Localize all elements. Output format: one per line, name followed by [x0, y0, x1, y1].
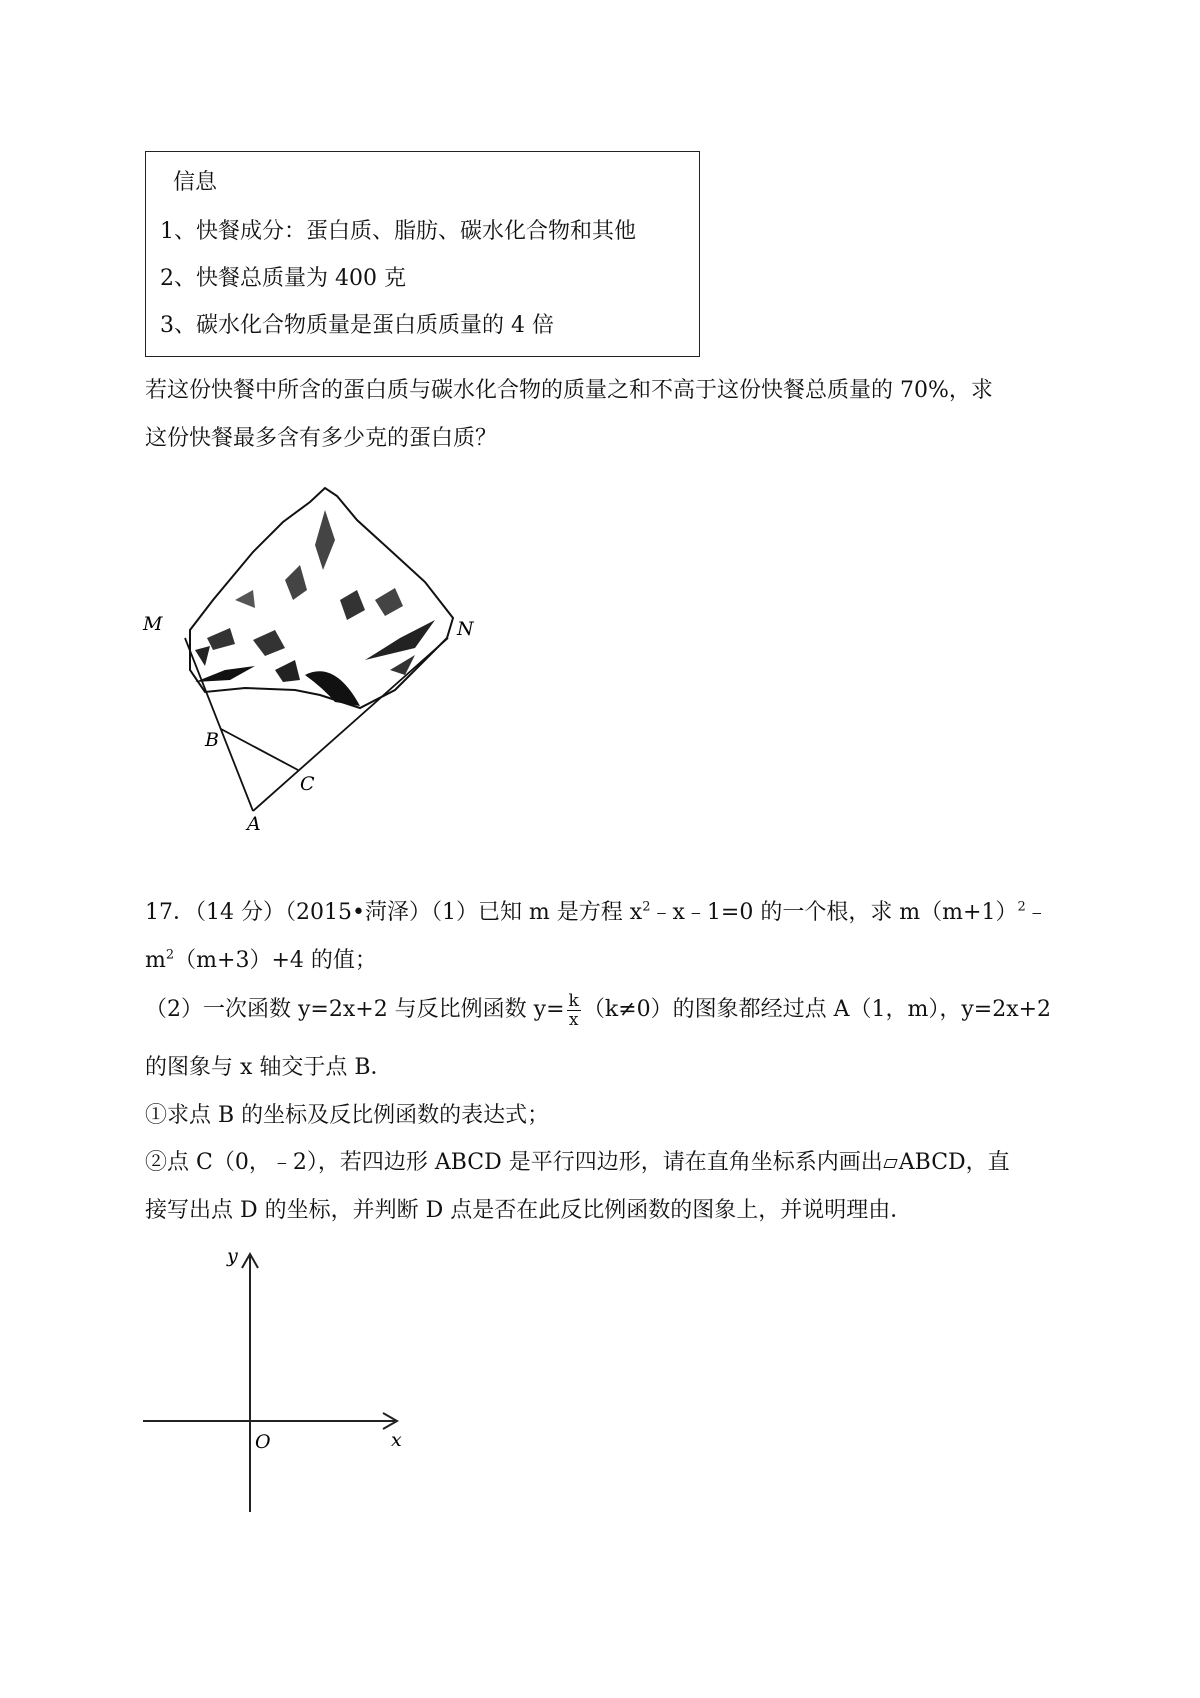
q17-line-4: 的图象与 x 轴交于点 B．: [145, 1055, 393, 1080]
y-axis-label: y: [227, 1245, 238, 1267]
coordinate-axes: [135, 1240, 425, 1520]
label-b: B: [205, 729, 219, 751]
parallelogram-symbol: [883, 1159, 897, 1168]
label-c: C: [300, 773, 315, 795]
info-title: 信息: [173, 170, 218, 195]
q17-line-7: 接写出点 D 的坐标，并判断 D 点是否在此反比例函数的图象上，并说明理由．: [145, 1198, 913, 1223]
q17-line-6: ②点 C（0，﹣2），若四边形 ABCD 是平行四边形，请在直角坐标系内画出 ABCD，直: [145, 1150, 1010, 1175]
info-item-3: 3、碳水化合物质量是蛋白质质量的 4 倍: [160, 313, 554, 338]
label-m: M: [143, 613, 163, 635]
q16-text-line-2: 这份快餐最多含有多少克的蛋白质？: [145, 426, 498, 451]
mountain-figure: [135, 470, 495, 830]
q17-line-3: （2）一次函数 y=2x+2 与反比例函数 y= $\frac{k}{x}$ （k≠0）的图象都经过点 A（1，m），y=2x+2: [145, 990, 1052, 1030]
mountain-illustration: [190, 488, 453, 708]
line-bc: [221, 729, 298, 770]
fraction-k-over-x: $\frac{k}{x}$: [568, 990, 579, 1030]
q17-line-2: $m^2(m+3)+4$ 的值；: [145, 947, 377, 973]
origin-label: O: [255, 1431, 271, 1453]
info-item-2: 2、快餐总质量为 400 克: [160, 266, 406, 291]
x-axis-label: x: [391, 1429, 402, 1451]
q17-line-5: ①求点 B 的坐标及反比例函数的表达式；: [145, 1103, 550, 1128]
q16-text-line-1: 若这份快餐中所含的蛋白质与碳水化合物的质量之和不高于这份快餐总质量的 70%，求: [145, 378, 993, 403]
info-item-1: 1、快餐成分：蛋白质、脂肪、碳水化合物和其他: [160, 219, 636, 244]
q17-line-1: 17．（14 分）（2015•菏泽）（1）已知 m 是方程 $x^2﹣x﹣1=0$ 的一个根，求 $m(m+1)^2﹣$: [145, 899, 1048, 925]
label-n: N: [457, 618, 474, 640]
label-a: A: [247, 813, 261, 830]
info-box: [145, 151, 700, 357]
